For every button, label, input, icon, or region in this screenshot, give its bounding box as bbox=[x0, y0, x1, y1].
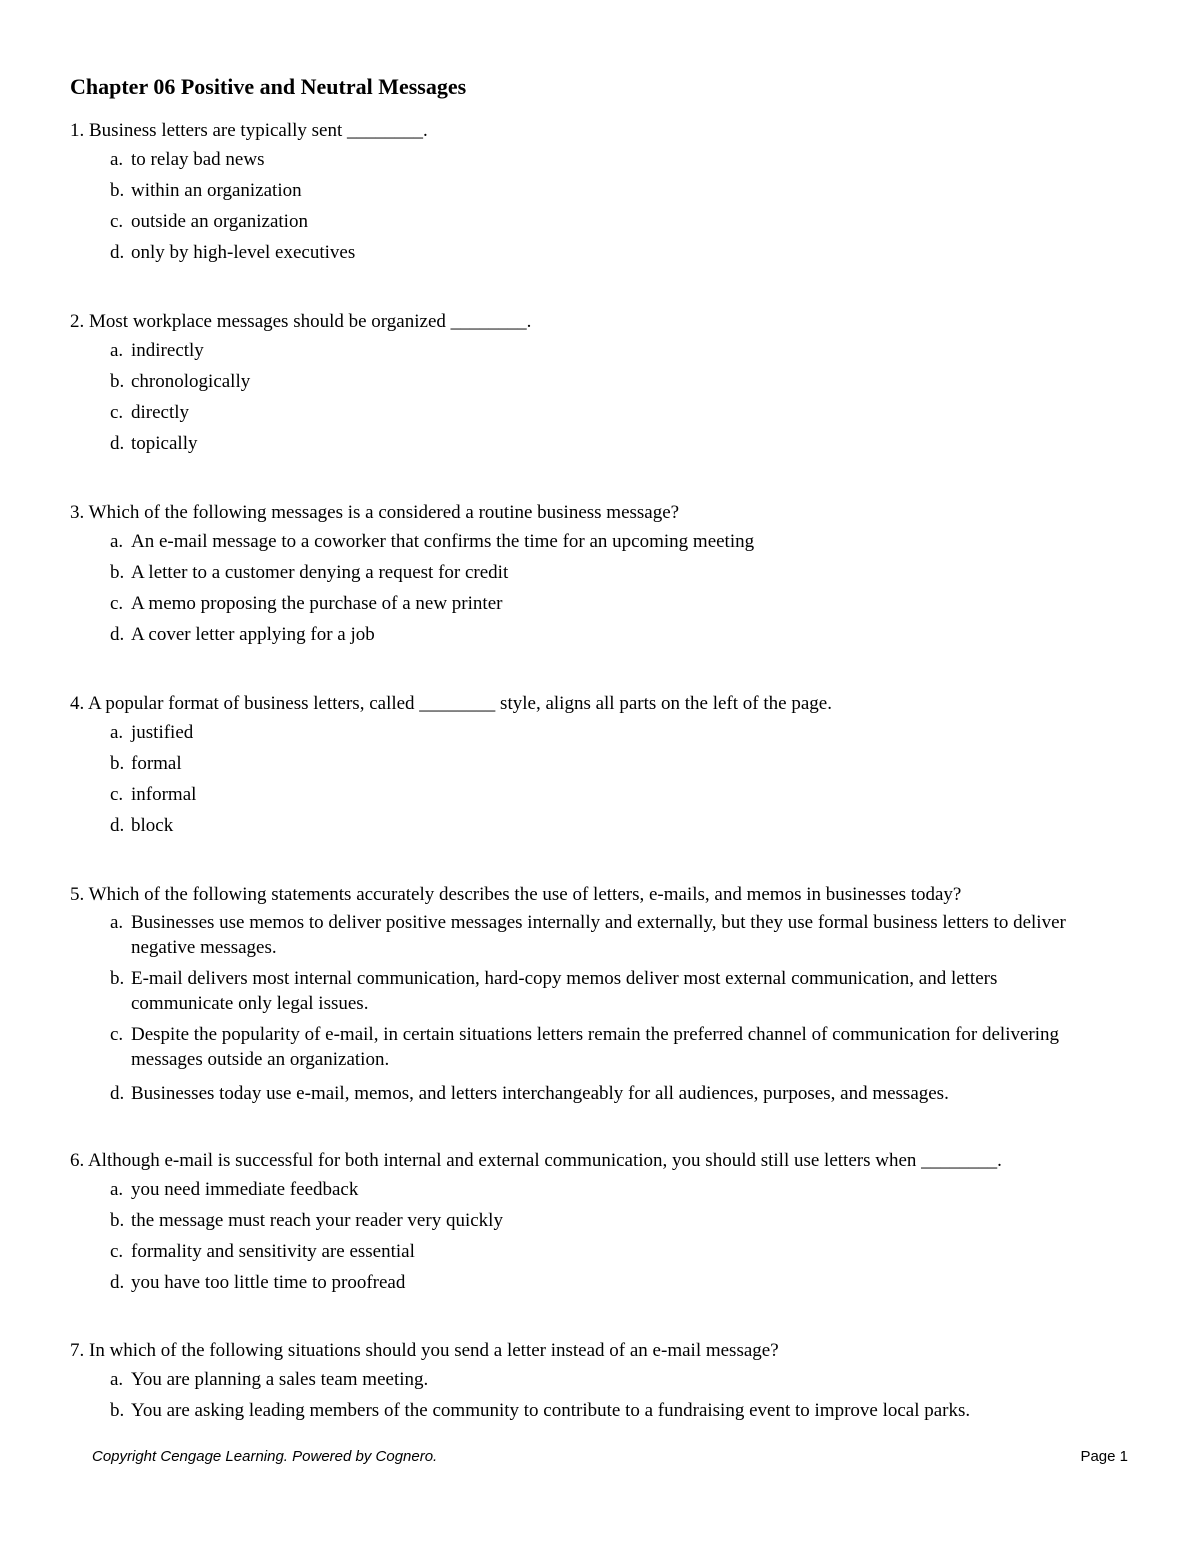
question-text: Which of the following messages is a considered a routine business message? bbox=[88, 502, 680, 523]
answer-option-c bbox=[110, 1022, 1140, 1072]
option-letter: c. bbox=[110, 402, 124, 423]
option-text: outside an organization bbox=[131, 211, 308, 232]
question-stem bbox=[70, 882, 1140, 908]
question-stem bbox=[70, 118, 1140, 144]
answer-option-b bbox=[110, 966, 1140, 1016]
answer-options bbox=[70, 717, 1140, 841]
answer-option-a bbox=[110, 526, 1140, 557]
question-number: 5. bbox=[70, 884, 85, 905]
question-4 bbox=[70, 691, 1140, 841]
question-text: A popular format of business letters, called ________ style, aligns all parts on the left of the page. bbox=[87, 693, 832, 714]
option-letter: a. bbox=[110, 149, 124, 170]
option-letter: d. bbox=[110, 815, 125, 836]
option-text: E-mail delivers most internal communication, hard-copy memos deliver most external communication, and letters communicate only legal issues. bbox=[131, 968, 998, 1014]
answer-option-b bbox=[110, 748, 1140, 779]
answer-option-a bbox=[110, 1364, 1140, 1395]
option-letter: a. bbox=[110, 1179, 124, 1200]
answer-option-d bbox=[110, 810, 1140, 841]
answer-option-c bbox=[110, 1236, 1140, 1267]
option-letter: c. bbox=[110, 784, 124, 805]
answer-option-d bbox=[110, 237, 1140, 268]
question-text: In which of the following situations should you send a letter instead of an e-mail message? bbox=[89, 1340, 779, 1361]
question-1 bbox=[70, 118, 1140, 268]
question-number: 2. bbox=[70, 311, 85, 332]
option-text: to relay bad news bbox=[131, 149, 265, 170]
question-stem bbox=[70, 1148, 1140, 1174]
option-text: A letter to a customer denying a request for credit bbox=[131, 562, 509, 583]
option-letter: a. bbox=[110, 340, 124, 361]
question-stem bbox=[70, 1338, 1140, 1364]
option-text: only by high-level executives bbox=[131, 242, 356, 263]
question-text: Although e-mail is successful for both internal and external communication, you should still use letters when ________. bbox=[87, 1150, 1002, 1171]
option-text: You are asking leading members of the community to contribute to a fundraising event to improve local parks. bbox=[131, 1400, 971, 1421]
question-number: 6. bbox=[70, 1150, 85, 1171]
answer-options bbox=[70, 910, 1140, 1109]
answer-option-b bbox=[110, 1395, 1140, 1426]
question-2 bbox=[70, 309, 1140, 459]
answer-option-d bbox=[110, 619, 1140, 650]
option-text: A cover letter applying for a job bbox=[131, 624, 375, 645]
answer-options bbox=[70, 144, 1140, 268]
answer-options bbox=[70, 1174, 1140, 1298]
option-text: you have too little time to proofread bbox=[131, 1272, 406, 1293]
option-letter: b. bbox=[110, 1210, 125, 1231]
option-letter: d. bbox=[110, 433, 125, 454]
question-stem bbox=[70, 691, 1140, 717]
option-text: Businesses use memos to deliver positive messages internally and externally, but they use formal business letters to deliver negative messages. bbox=[131, 912, 1066, 958]
question-text: Business letters are typically sent ________. bbox=[89, 120, 428, 141]
option-letter: b. bbox=[110, 371, 125, 392]
question-stem bbox=[70, 500, 1140, 526]
option-letter: c. bbox=[110, 1241, 124, 1262]
question-5 bbox=[70, 882, 1140, 1109]
page-title: Chapter 06 Positive and Neutral Messages bbox=[70, 74, 467, 99]
option-letter: b. bbox=[110, 562, 125, 583]
option-text: formal bbox=[131, 753, 182, 774]
option-text: A memo proposing the purchase of a new printer bbox=[131, 593, 503, 614]
option-letter: d. bbox=[110, 1083, 125, 1104]
question-number: 7. bbox=[70, 1340, 85, 1361]
answer-option-d bbox=[110, 428, 1140, 459]
answer-option-a bbox=[110, 335, 1140, 366]
answer-option-a bbox=[110, 1174, 1140, 1205]
question-3 bbox=[70, 500, 1140, 650]
option-letter: b. bbox=[110, 1400, 125, 1421]
option-text: directly bbox=[131, 402, 190, 423]
option-letter: c. bbox=[110, 211, 124, 232]
option-text: chronologically bbox=[131, 371, 251, 392]
question-stem bbox=[70, 309, 1140, 335]
answer-option-c bbox=[110, 779, 1140, 810]
answer-option-a bbox=[110, 144, 1140, 175]
answer-option-d bbox=[110, 1267, 1140, 1298]
answer-option-a bbox=[110, 717, 1140, 748]
footer-copyright: Copyright Cengage Learning. Powered by Cognero. bbox=[92, 1448, 438, 1465]
option-letter: c. bbox=[110, 1024, 124, 1045]
option-text: within an organization bbox=[131, 180, 302, 201]
option-letter: a. bbox=[110, 1369, 124, 1390]
option-text: Despite the popularity of e-mail, in certain situations letters remain the preferred channel of communication for delivering messages outside an organization. bbox=[131, 1024, 1060, 1070]
option-text: An e-mail message to a coworker that confirms the time for an upcoming meeting bbox=[131, 531, 755, 552]
question-number: 1. bbox=[70, 120, 85, 141]
option-text: informal bbox=[131, 784, 197, 805]
option-letter: a. bbox=[110, 722, 124, 743]
answer-option-d bbox=[110, 1078, 1140, 1109]
option-text: block bbox=[131, 815, 174, 836]
footer-page-number: Page 1 bbox=[1080, 1448, 1128, 1465]
question-6 bbox=[70, 1148, 1140, 1298]
option-text: the message must reach your reader very quickly bbox=[131, 1210, 503, 1231]
answer-option-c bbox=[110, 588, 1140, 619]
answer-options bbox=[70, 1364, 1140, 1426]
question-7 bbox=[70, 1338, 1140, 1426]
answer-option-c bbox=[110, 206, 1140, 237]
answer-option-c bbox=[110, 397, 1140, 428]
option-text: You are planning a sales team meeting. bbox=[131, 1369, 429, 1390]
answer-option-a bbox=[110, 910, 1140, 960]
option-letter: d. bbox=[110, 1272, 125, 1293]
option-text: indirectly bbox=[131, 340, 204, 361]
option-text: you need immediate feedback bbox=[131, 1179, 359, 1200]
option-letter: d. bbox=[110, 242, 125, 263]
option-letter: b. bbox=[110, 753, 125, 774]
option-text: formality and sensitivity are essential bbox=[131, 1241, 415, 1262]
option-text: topically bbox=[131, 433, 198, 454]
question-text: Which of the following statements accurately describes the use of letters, e-mails, and memos in businesses today? bbox=[88, 884, 962, 905]
option-letter: a. bbox=[110, 531, 124, 552]
option-letter: b. bbox=[110, 968, 125, 989]
option-letter: b. bbox=[110, 180, 125, 201]
answer-option-b bbox=[110, 557, 1140, 588]
answer-option-b bbox=[110, 1205, 1140, 1236]
question-number: 4. bbox=[70, 693, 85, 714]
option-letter: a. bbox=[110, 912, 124, 933]
answer-options bbox=[70, 526, 1140, 650]
answer-option-b bbox=[110, 366, 1140, 397]
option-letter: d. bbox=[110, 624, 125, 645]
question-text: Most workplace messages should be organized ________. bbox=[89, 311, 532, 332]
answer-option-b bbox=[110, 175, 1140, 206]
option-text: justified bbox=[131, 722, 194, 743]
option-text: Businesses today use e-mail, memos, and letters interchangeably for all audiences, purposes, and messages. bbox=[131, 1083, 949, 1104]
answer-options bbox=[70, 335, 1140, 459]
question-number: 3. bbox=[70, 502, 85, 523]
option-letter: c. bbox=[110, 593, 124, 614]
